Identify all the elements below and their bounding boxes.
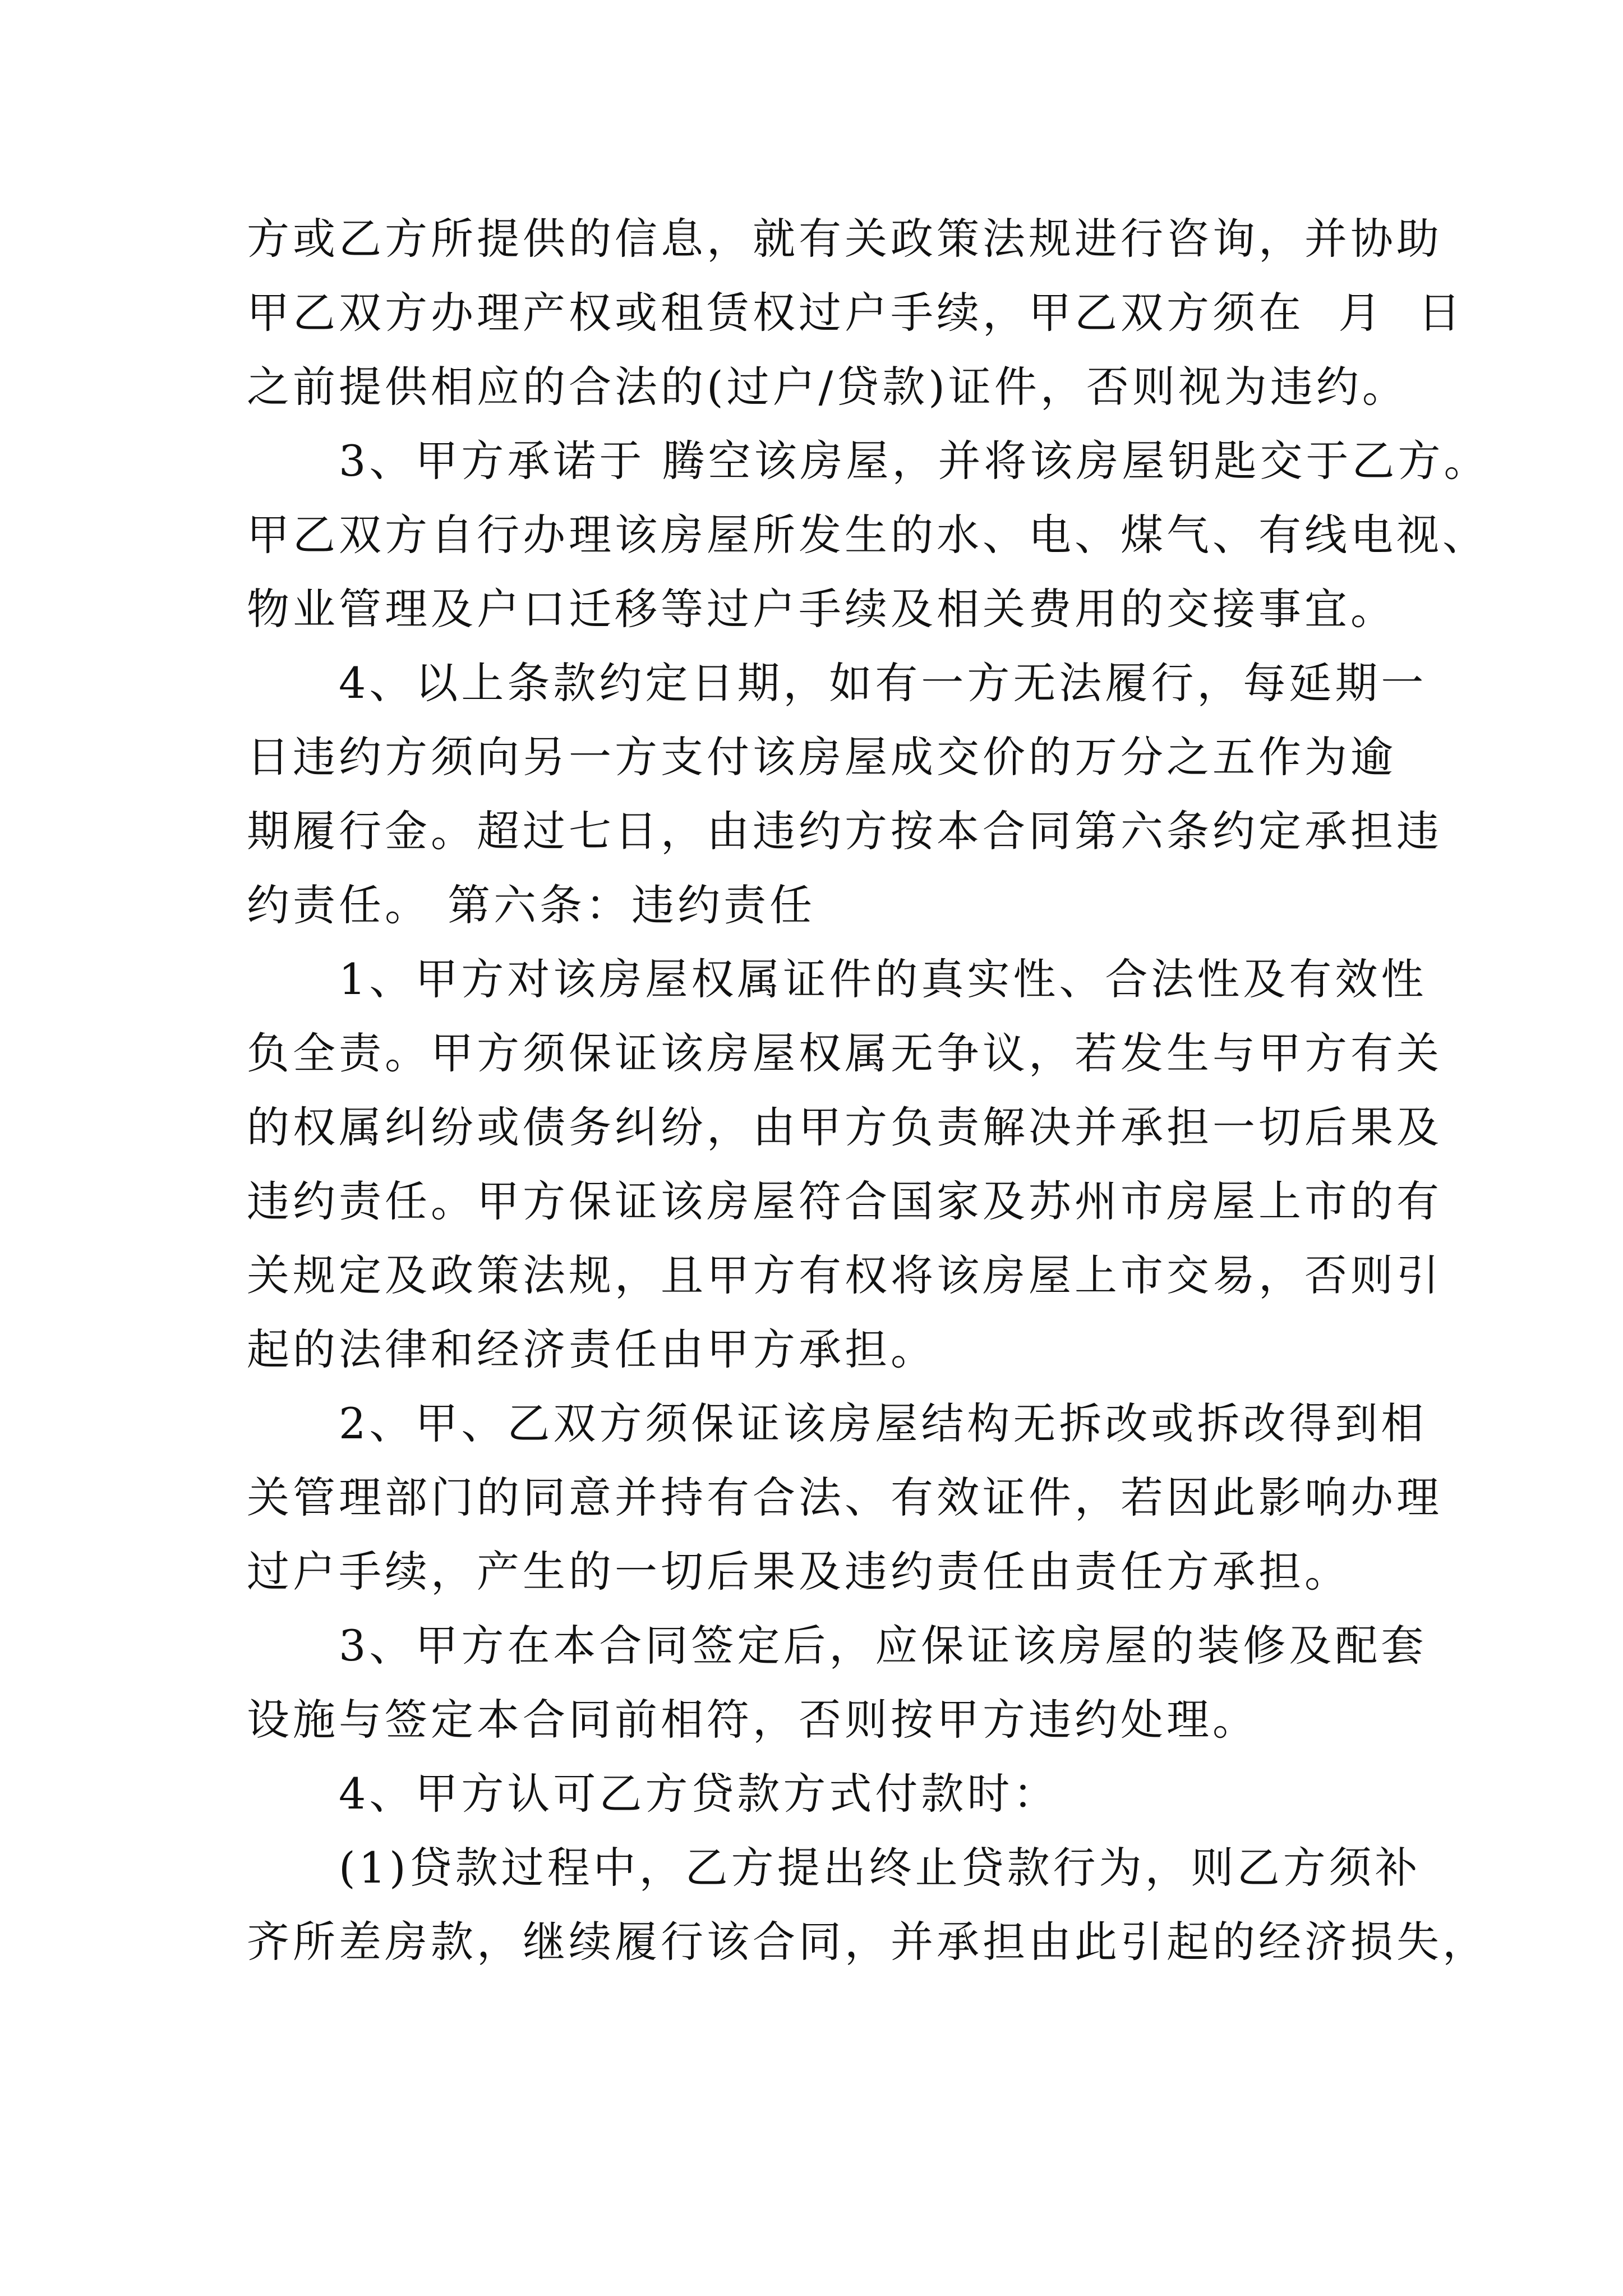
text-line: 负全责。甲方须保证该房屋权属无争议，若发生与甲方有关 (247, 1028, 1442, 1078)
document-body (247, 202, 1490, 1979)
text-line: 之前提供相应的合法的(过户/贷款)证件，否则视为违约。 (247, 362, 1408, 412)
text-line: 约责任。 第六条：违约责任 (247, 880, 816, 930)
text-line: 起的法律和经济责任由甲方承担。 (247, 1324, 937, 1374)
text-line: 1、甲方对该房屋权属证件的真实性、合法性及有效性 (247, 954, 1427, 1004)
text-line: 期履行金。超过七日，由违约方按本合同第六条约定承担违 (247, 806, 1442, 856)
text-line: 方或乙方所提供的信息，就有关政策法规进行咨询，并协助 (247, 214, 1442, 264)
text-line: 物业管理及户口迁移等过户手续及相关费用的交接事宜。 (247, 584, 1396, 634)
text-line: 关规定及政策法规，且甲方有权将该房屋上市交易，否则引 (247, 1250, 1442, 1300)
text-line: 4、以上条款约定日期，如有一方无法履行，每延期一 (247, 658, 1427, 708)
text-line: 过户手续，产生的一切后果及违约责任由责任方承担。 (247, 1547, 1350, 1596)
text-line: 日违约方须向另一方支付该房屋成交价的万分之五作为逾 (247, 732, 1396, 782)
text-line: 违约责任。甲方保证该房屋符合国家及苏州市房屋上市的有 (247, 1176, 1442, 1226)
text-line: 齐所差房款，继续履行该合同，并承担由此引起的经济损失， (247, 1917, 1488, 1967)
text-line: 2、甲、乙双方须保证该房屋结构无拆改或拆改得到相 (247, 1398, 1427, 1448)
text-line: 的权属纠纷或债务纠纷，由甲方负责解决并承担一切后果及 (247, 1102, 1442, 1152)
text-line: 3、甲方承诺于 腾空该房屋，并将该房屋钥匙交于乙方。 (247, 436, 1490, 486)
text-line: 4、甲方认可乙方贷款方式付款时： (247, 1769, 1059, 1819)
text-line: (1)贷款过程中，乙方提出终止贷款行为，则乙方须补 (247, 1843, 1421, 1893)
text-line: 3、甲方在本合同签定后，应保证该房屋的装修及配套 (247, 1621, 1427, 1671)
text-line: 关管理部门的同意并持有合法、有效证件，若因此影响办理 (247, 1473, 1442, 1522)
text-line: 设施与签定本合同前相符，否则按甲方违约处理。 (247, 1695, 1258, 1745)
text-line: 甲乙双方办理产权或租赁权过户手续，甲乙双方须在 月 日 (247, 288, 1464, 338)
text-line: 甲乙双方自行办理该房屋所发生的水、电、煤气、有线电视、 (247, 510, 1488, 560)
